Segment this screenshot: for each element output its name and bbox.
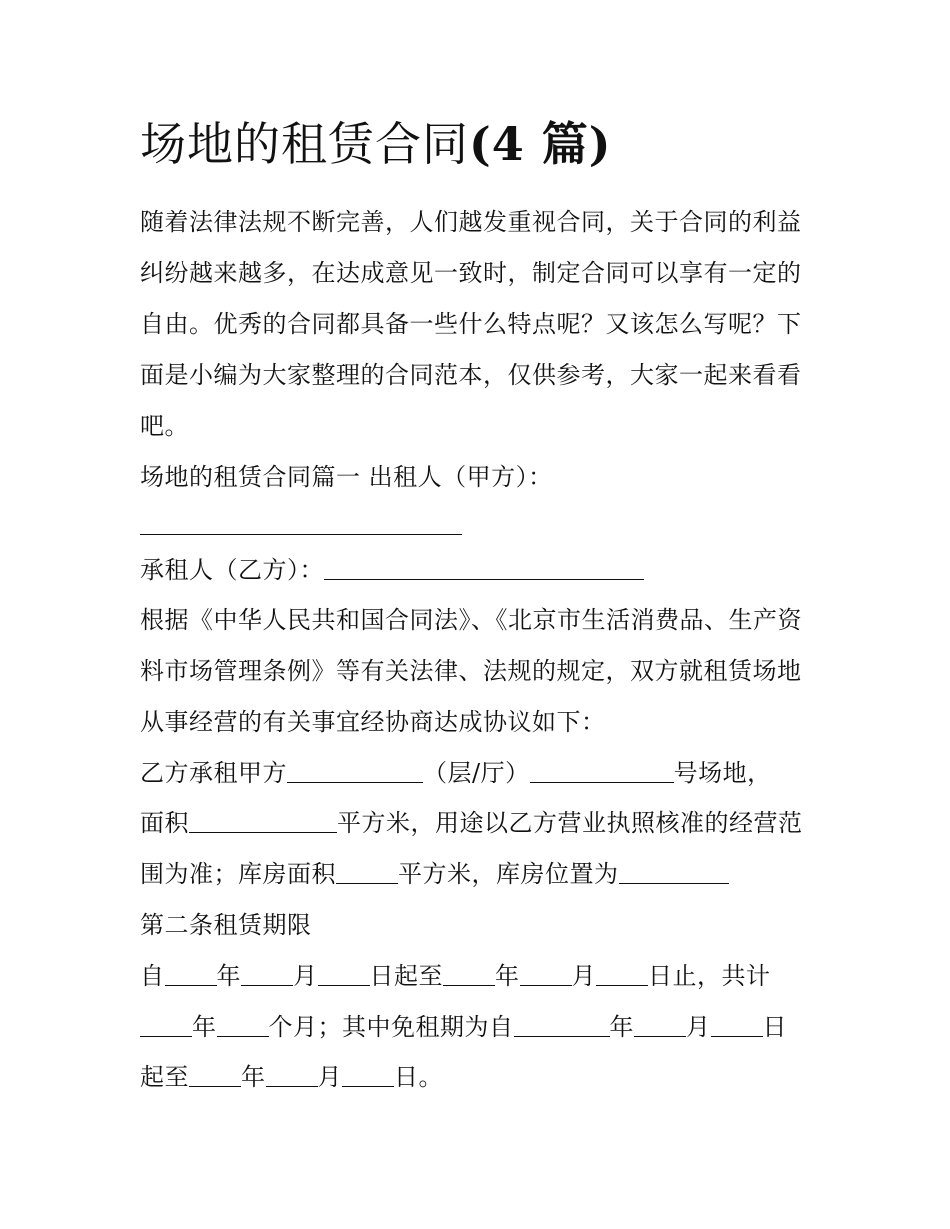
title-suffix: (4 篇) <box>469 117 612 171</box>
lease-clause-text: 号场地， <box>673 759 772 787</box>
lease-clause-line-3 <box>140 849 729 900</box>
floor-blank[interactable] <box>287 760 423 783</box>
term-text: 自 <box>140 962 165 990</box>
lease-clause-line-1 <box>140 748 772 799</box>
term-text: 个月；其中免租期为自 <box>268 1013 514 1041</box>
term-text: 月 <box>571 962 596 990</box>
lease-clause-text: 平方米，库房位置为 <box>398 860 619 888</box>
basis-paragraph: 根据《中华人民共和国合同法》、《北京市生活消费品、生产资料市场管理条例》等有关法律、法规的规定，双方就租赁场地从事经营的有关事宜经协商达成协议如下： <box>140 606 802 736</box>
lessee-name-blank[interactable] <box>324 557 644 580</box>
lessee-label: 承租人（乙方）： <box>140 556 324 584</box>
lease-clause-line-2 <box>140 798 803 849</box>
term-text: 日 <box>762 1013 787 1041</box>
term-text: 年 <box>216 962 241 990</box>
article2-heading: 第二条租赁期限 <box>140 911 312 939</box>
free-end-day-blank[interactable] <box>342 1064 394 1087</box>
lease-clause-text: 围为准；库房面积 <box>140 860 336 888</box>
area-blank[interactable] <box>189 810 337 833</box>
term-text: 年 <box>192 1013 217 1041</box>
term-text: 日起至 <box>369 962 443 990</box>
term-clause-line-1 <box>140 951 771 1002</box>
term-text: 月 <box>293 962 318 990</box>
free-start-year-blank[interactable] <box>514 1014 610 1037</box>
free-start-day-blank[interactable] <box>711 1014 763 1037</box>
warehouse-location-blank[interactable] <box>619 861 729 884</box>
free-start-month-blank[interactable] <box>634 1014 686 1037</box>
term-text: 年 <box>609 1013 634 1041</box>
term-text: 起至 <box>140 1063 189 1091</box>
end-year-blank[interactable] <box>443 963 495 986</box>
term-text: 日止，共计 <box>648 962 771 990</box>
lease-clause-text: 平方米，用途以乙方营业执照核准的经营范 <box>337 809 803 837</box>
term-text: 年 <box>495 962 520 990</box>
warehouse-area-blank[interactable] <box>336 861 398 884</box>
term-clause-line-2 <box>140 1002 787 1053</box>
total-years-blank[interactable] <box>140 1014 192 1037</box>
title-main: 场地的租赁合同 <box>140 117 469 171</box>
start-year-blank[interactable] <box>165 963 217 986</box>
term-text: 月 <box>686 1013 711 1041</box>
lessor-name-blank[interactable] <box>140 512 462 535</box>
free-end-month-blank[interactable] <box>266 1064 318 1087</box>
term-text: 年 <box>241 1063 266 1091</box>
end-month-blank[interactable] <box>520 963 572 986</box>
lessor-blank-line <box>140 500 462 551</box>
term-text: 月 <box>317 1063 342 1091</box>
start-month-blank[interactable] <box>241 963 293 986</box>
intro-paragraph: 随着法律法规不断完善，人们越发重视合同，关于合同的利益纠纷越来越多，在达成意见一致时，制定合同可以享有一定的自由。优秀的合同都具备一些什么特点呢？又该怎么写呢？下面是小编为大家整理的合同范本，仅供参考，大家一起来看看吧。 <box>140 208 802 440</box>
start-day-blank[interactable] <box>318 963 370 986</box>
end-day-blank[interactable] <box>596 963 648 986</box>
free-end-year-blank[interactable] <box>189 1064 241 1087</box>
document-title <box>140 112 612 176</box>
term-clause-line-3 <box>140 1052 443 1103</box>
site-number-blank[interactable] <box>530 760 674 783</box>
section1-heading: 场地的租赁合同篇一 出租人（甲方）： <box>140 463 553 491</box>
lessee-line <box>140 545 644 596</box>
lease-clause-text: 乙方承租甲方 <box>140 759 287 787</box>
total-months-blank[interactable] <box>217 1014 269 1037</box>
lease-clause-text: 面积 <box>140 809 189 837</box>
term-text: 日。 <box>394 1063 443 1091</box>
lease-clause-text: （层/厅） <box>423 759 530 787</box>
